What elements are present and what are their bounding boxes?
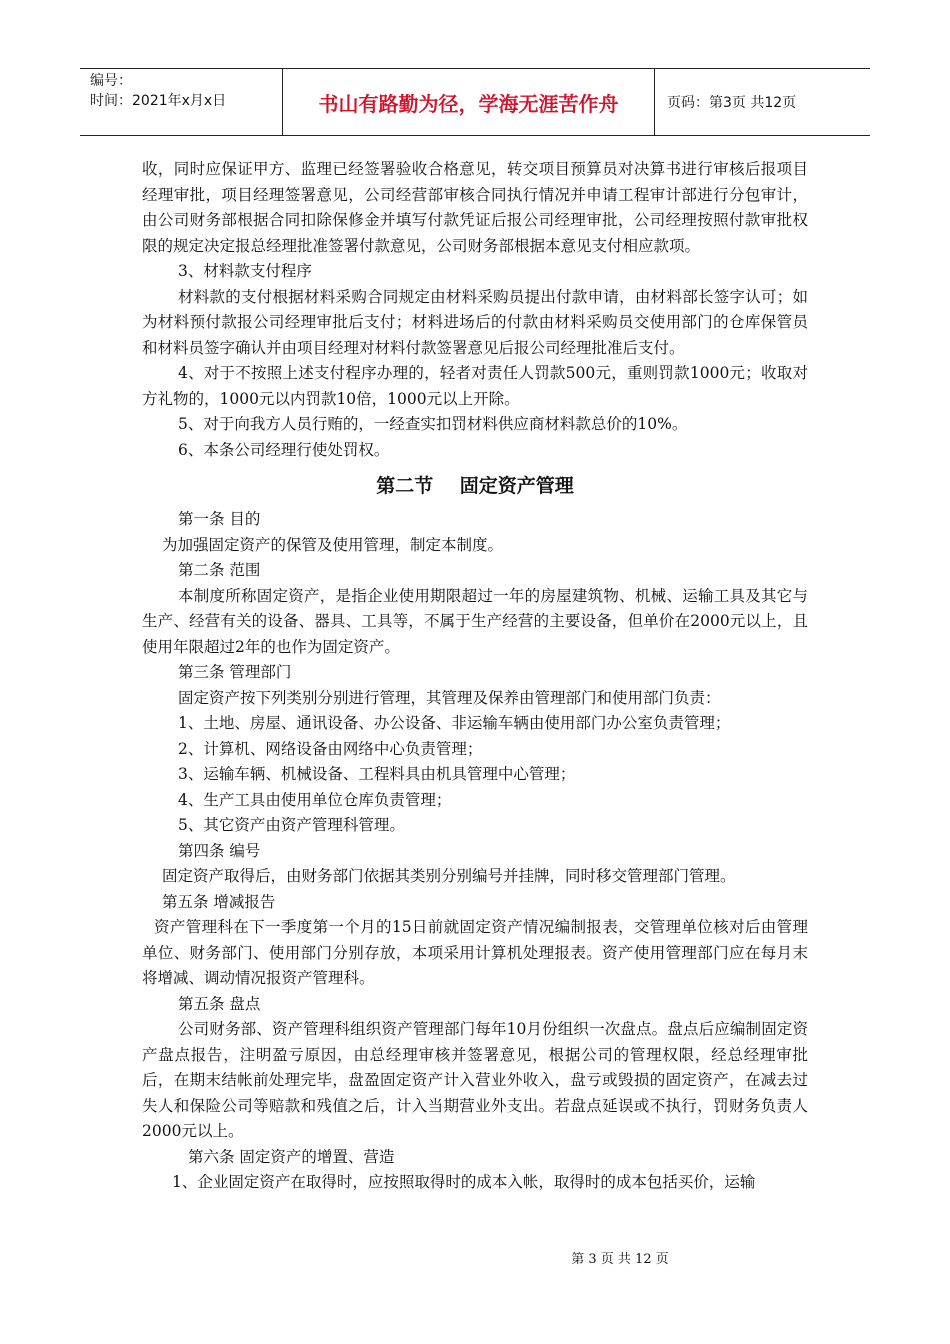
list-item: 5、其它资产由资产管理科管理。 bbox=[178, 816, 405, 834]
list-item: 2、计算机、网络设备由网络中心负责管理； bbox=[178, 739, 483, 758]
article-title: 第五条 增减报告 bbox=[162, 892, 276, 911]
paragraph: 本制度所称固定资产，是指企业使用期限超过一年的房屋建筑物、机械、运输工具及其它与生产、经营有关的设备、器具、工具等，不属于生产经营的主要设备，但单价在2000元以上，且使用年限超过2年的也作为固定资产。 bbox=[142, 586, 808, 656]
paragraph: 1、企业固定资产在取得时，应按照取得时的成本入帐，取得时的成本包括买价，运输 bbox=[172, 1173, 756, 1191]
article-title: 第六条 固定资产的增置、营造 bbox=[188, 1147, 395, 1166]
header-page-label: 页码：第3页 共12页 bbox=[667, 95, 797, 111]
paragraph: 材料款的支付根据材料采购合同规定由材料采购员提出付款申请，由材料部长签字认可；如为材料预付款报公司经理审批后支付；材料进场后的付款由材料采购员交使用部门的仓库保管员和材料员签字确认并由项目经理对材料付款签署意见后报公司经理批准后支付。 bbox=[142, 287, 808, 357]
paragraph: 6、本条公司经理行使处罚权。 bbox=[178, 440, 390, 459]
list-item: 3、运输车辆、机械设备、工程料具由机具管理中心管理； bbox=[178, 765, 576, 783]
section-title: 第二节 固定资产管理 bbox=[376, 475, 574, 497]
page-header bbox=[80, 68, 870, 136]
paragraph: 为加强固定资产的保管及使用管理，制定本制度。 bbox=[162, 535, 504, 554]
paragraph: 4、对于不按照上述支付程序办理的，轻者对责任人罚款500元，重则罚款1000元；收取对方礼物的，1000元以内罚款10倍，1000元以上开除。 bbox=[142, 364, 808, 408]
paragraph: 固定资产按下列类别分别进行管理，其管理及保养由管理部门和使用部门负责： bbox=[178, 688, 721, 707]
list-item: 1、土地、房屋、通讯设备、办公设备、非运输车辆由使用部门办公室负责管理； bbox=[178, 714, 731, 732]
document-date-label: 时间：2021年x月x日 bbox=[90, 93, 227, 109]
article-title: 第一条 目的 bbox=[178, 510, 261, 528]
paragraph: 资产管理科在下一季度第一个月的15日前就固定资产情况编制报表，交管理单位核对后由管理单位、财务部门、使用部门分别存放，本项采用计算机处理报表。资产使用管理部门应在每月末将增减、调动情况报资产管理科。 bbox=[142, 918, 808, 987]
article-title: 第四条 编号 bbox=[178, 841, 261, 860]
paragraph: 5、对于向我方人员行贿的，一经查实扣罚材料供应商材料款总价的10%。 bbox=[178, 415, 688, 433]
paragraph: 收，同时应保证甲方、监理已经签署验收合格意见，转交项目预算员对决算书进行审核后报项目经理审批，项目经理签署意见，公司经营部审核合同执行情况并申请工程审计部进行分包审计，由公司财务部根据合同扣除保修金并填写付款凭证后报公司经理审批，公司经理按照付款审批权限的规定决定报总经理批准签署付款意见，公司财务部根据本意见支付相应款项。 bbox=[142, 160, 808, 255]
paragraph: 公司财务部、资产管理科组织资产管理部门每年10月份组织一次盘点。盘点后应编制固定资产盘点报告，注明盈亏原因，由总经理审核并签署意见，根据公司的管理权限，经总经理审批后，在期末结帐前处理完毕，盘盈固定资产计入营业外收入，盘亏或毁损的固定资产，在减去过失人和保险公司等赔款和残值之后，计入当期营业外支出。若盘点延误或不执行，罚财务负责人2000元以上。 bbox=[142, 1020, 808, 1140]
article-title: 第三条 管理部门 bbox=[178, 663, 292, 681]
document-number-label: 编号： bbox=[90, 73, 132, 89]
paragraph: 固定资产取得后，由财务部门依据其类别分别编号并挂牌，同时移交管理部门管理。 bbox=[162, 867, 736, 885]
article-title: 第二条 范围 bbox=[178, 561, 261, 579]
page-footer: 第 3 页 共 12 页 bbox=[571, 1252, 669, 1267]
header-motto: 书山有路勤为径，学海无涯苦作舟 bbox=[283, 69, 655, 135]
paragraph: 3、材料款支付程序 bbox=[178, 262, 312, 280]
document-body bbox=[142, 157, 808, 1196]
article-title: 第五条 盘点 bbox=[178, 994, 261, 1013]
header-meta bbox=[80, 69, 283, 135]
list-item: 4、生产工具由使用单位仓库负责管理； bbox=[178, 790, 452, 809]
